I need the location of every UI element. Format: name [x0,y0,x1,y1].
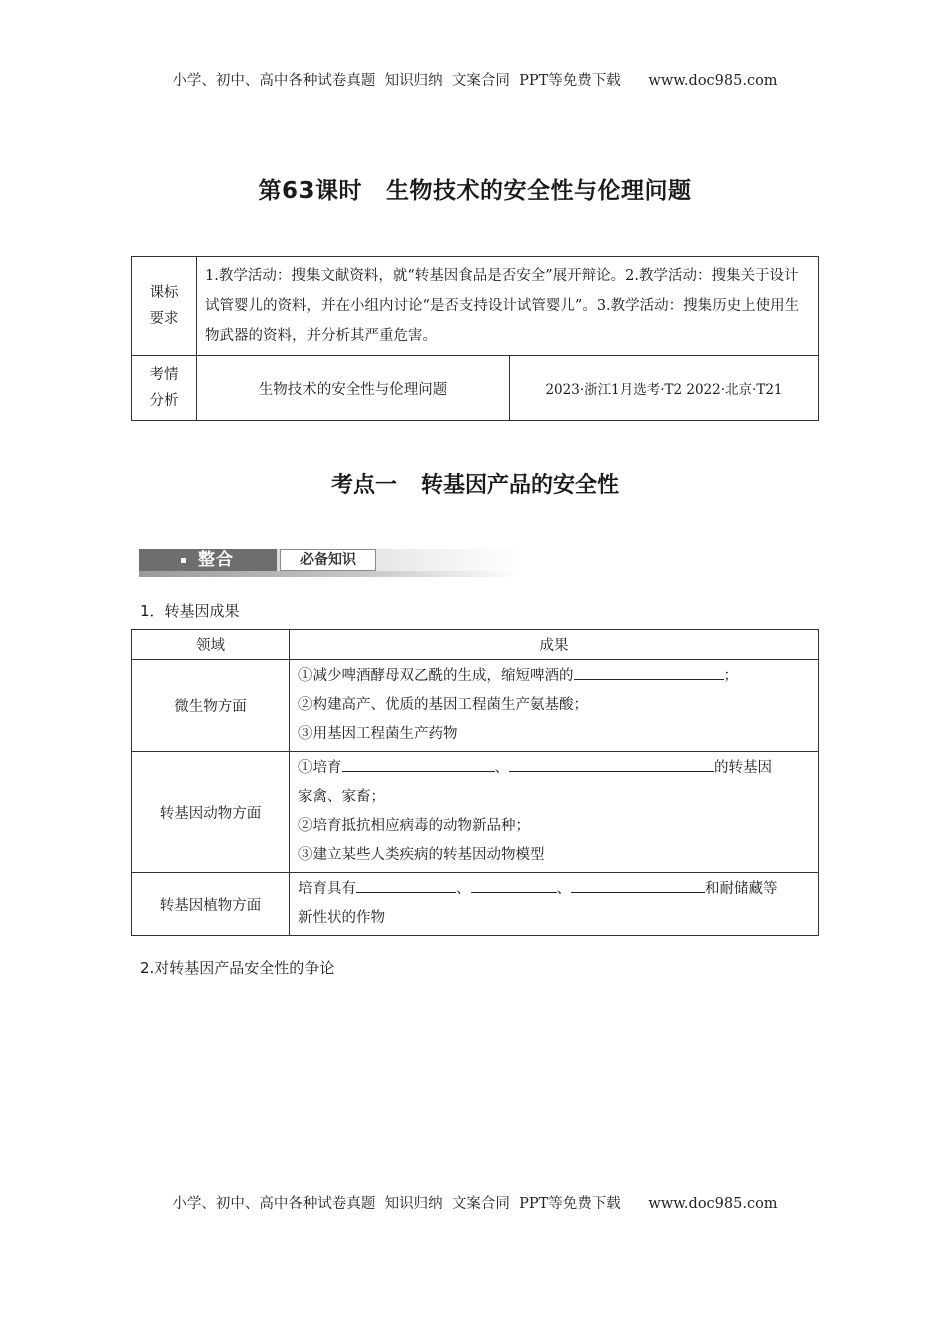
row-results-microbe [290,660,819,752]
analysis-row [132,356,819,421]
lesson-title [0,172,950,205]
knowledge-banner [139,549,521,577]
result-text: ①培育 [298,760,342,776]
requirements-row [132,257,819,356]
banner-title: 整合 [198,550,234,570]
result-line: 家禽、家畜； [298,789,385,805]
result-text: 和耐储藏等 [705,881,778,897]
result-text: 、 [456,881,471,897]
curriculum-requirements-table [131,256,819,421]
row-domain-microbe: 微生物方面 [132,660,290,752]
analysis-label-line1: 考情 [149,367,179,383]
banner-title-block [139,549,277,573]
lesson-number: 第63课时 [258,178,362,204]
result-line [298,662,810,691]
requirement-label-line2: 要求 [149,311,179,327]
fill-blank[interactable] [356,878,456,893]
fill-blank[interactable] [471,878,557,893]
row-domain-animal: 转基因动物方面 [132,752,290,873]
section-title [0,468,950,499]
analysis-label-line2: 分析 [149,393,179,409]
section-name: 转基因产品的安全性 [421,473,620,498]
requirement-label-line1: 课标 [149,285,179,301]
square-bullet-icon [181,558,186,563]
item2-heading: 2.对转基因产品安全性的争论 [140,959,335,977]
result-line: ②培育抵抗相应病毒的动物新品种； [298,818,530,834]
result-text: 的转基因 [714,760,772,776]
row-results-plant [290,873,819,936]
result-line [298,875,810,904]
result-text: 、 [494,760,509,776]
fill-blank[interactable] [571,878,705,893]
result-line: ②构建高产、优质的基因工程菌生产氨基酸； [298,697,588,713]
table-row [132,660,819,752]
result-text: 、 [556,881,571,897]
fill-blank[interactable] [342,757,495,772]
lesson-name: 生物技术的安全性与伦理问题 [386,178,692,204]
result-line: ③用基因工程菌生产药物 [298,726,458,742]
result-text: ； [723,668,738,684]
analysis-topic: 生物技术的安全性与伦理问题 [197,356,510,421]
banner-underline [139,571,521,577]
analysis-label [132,356,197,421]
kaodian-label: 考点一 [330,473,397,498]
row-domain-plant: 转基因植物方面 [132,873,290,936]
fill-blank[interactable] [509,757,714,772]
fill-blank[interactable] [574,665,724,680]
exam-references: 2023·浙江1月选考·T2 2022·北京·T21 [510,356,819,421]
requirement-text: 1.教学活动：搜集文献资料，就“转基因食品是否安全”展开辩论。2.教学活动：搜集关于设计试管婴儿的资料，并在小组内讨论“是否支持设计试管婴儿”。3.教学活动：搜集历史上使用生物武器的资料，并分析其严重危害。 [197,257,819,356]
result-text: 培育具有 [298,881,356,897]
page-header-banner: 小学、初中、高中各种试卷真题 知识归纳 文案合同 PPT等免费下载 www.doc985.com [172,73,778,89]
result-text: ①减少啤酒酵母双乙酰的生成，缩短啤酒的 [298,668,574,684]
requirement-label [132,257,197,356]
item1-heading: 1．转基因成果 [140,602,240,620]
result-line [298,754,810,783]
result-line: 新性状的作物 [298,910,385,926]
table-header-row [132,630,819,660]
table-row [132,873,819,936]
header-domain: 领域 [132,630,290,660]
banner-tag: 必备知识 [280,549,376,571]
table-row [132,752,819,873]
header-result: 成果 [290,630,819,660]
result-line: ③建立某些人类疾病的转基因动物模型 [298,847,545,863]
transgenic-results-table [131,629,819,936]
page-footer-banner: 小学、初中、高中各种试卷真题 知识归纳 文案合同 PPT等免费下载 www.doc985.com [172,1196,778,1212]
row-results-animal [290,752,819,873]
